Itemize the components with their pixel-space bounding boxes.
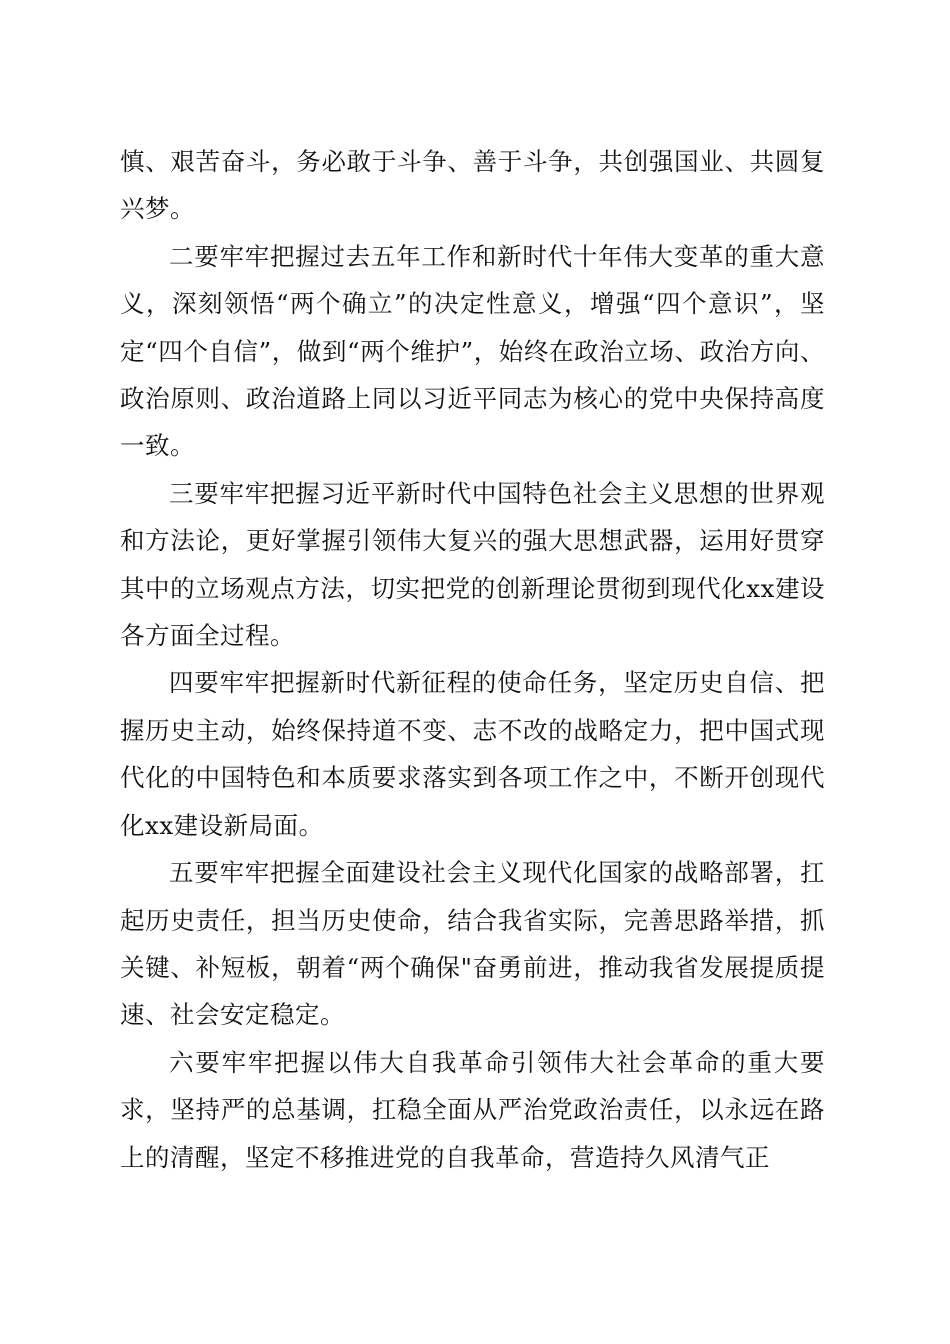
document-body xyxy=(120,138,825,1181)
paragraph-point-four: 四要牢牢把握新时代新征程的使命任务，坚定历史自信、把握历史主动，始终保持道不变、志不改的战略定力，把中国式现代化的中国特色和本质要求落实到各项工作之中，不断开创现代化xx建设新局面。 xyxy=(120,668,825,840)
paragraph-point-five: 五要牢牢把握全面建设社会主义现代化国家的战略部署，扛起历史责任，担当历史使命，结合我省实际，完善思路举措，抓关键、补短板，朝着“两个确保"奋勇前进，推动我省发展提质提速、社会安定稳定。 xyxy=(120,858,825,1030)
paragraph-point-six: 六要牢牢把握以伟大自我革命引领伟大社会革命的重大要求，坚持严的总基调，扛稳全面从严治党政治责任，以永远在路上的清醒，坚定不移推进党的自我革命，营造持久风清气正 xyxy=(120,1047,825,1172)
paragraph-point-two: 二要牢牢把握过去五年工作和新时代十年伟大变革的重大意义，深刻领悟“两个确立”的决定性意义，增强“四个意识”，坚定“四个自信”，做到“两个维护”，始终在政治立场、政治方向、政治原则、政治道路上同以习近平同志为核心的党中央保持高度一致。 xyxy=(120,241,825,461)
paragraph-point-three: 三要牢牢把握习近平新时代中国特色社会主义思想的世界观和方法论，更好掌握引领伟大复兴的强大思想武器，运用好贯穿其中的立场观点方法，切实把党的创新理论贯彻到现代化xx建设各方面全过程。 xyxy=(120,478,825,651)
paragraph-continuation: 慎、艰苦奋斗，务必敢于斗争、善于斗争，共创强国业、共圆复兴梦。 xyxy=(120,147,825,224)
